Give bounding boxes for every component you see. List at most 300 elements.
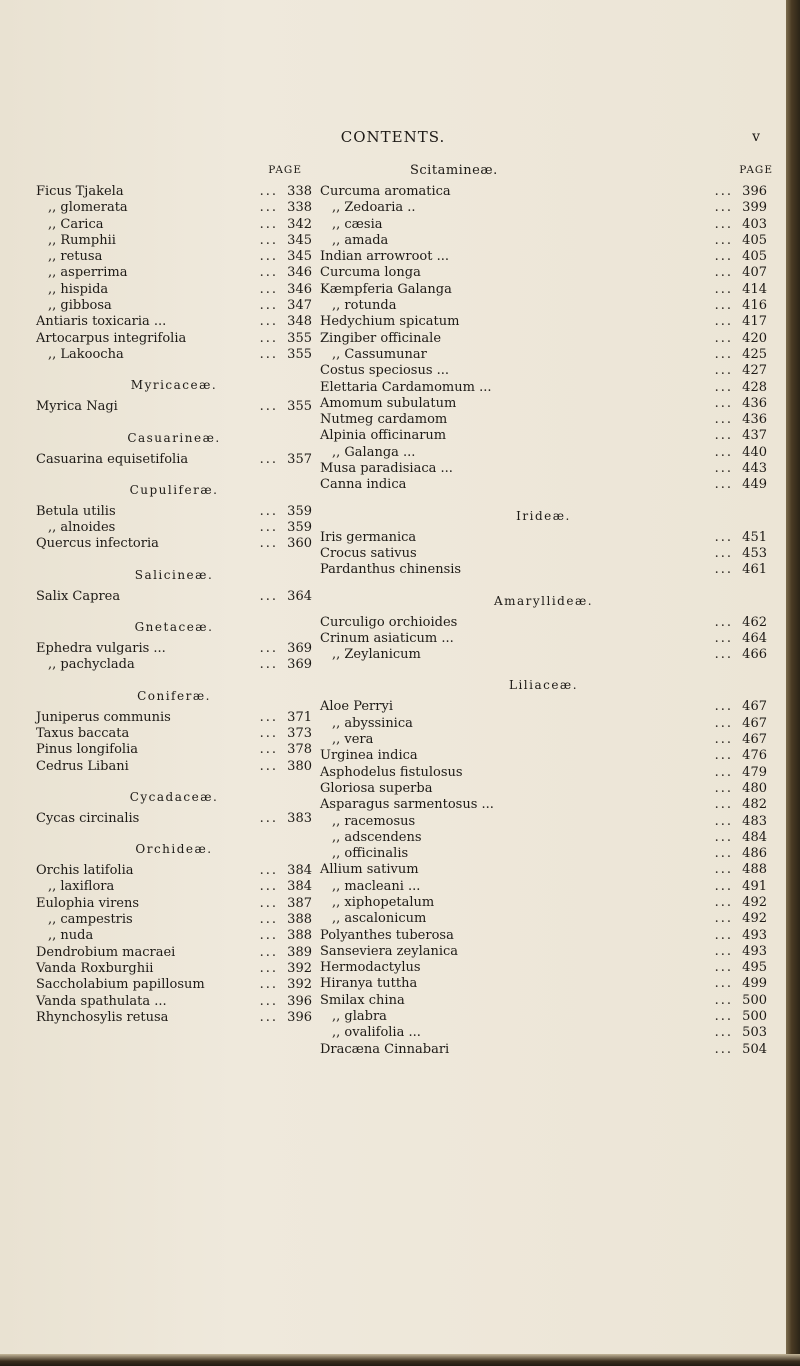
entry-page-number: 504	[742, 1041, 767, 1057]
index-entry	[36, 1010, 312, 1026]
dot-leader: ...	[259, 944, 278, 960]
entry-page-number: 359	[287, 520, 312, 536]
entry-page-number: 392	[287, 977, 312, 993]
entry-page-number: 380	[287, 758, 312, 774]
entry-page-number: 500	[742, 992, 767, 1008]
index-entry	[36, 184, 312, 200]
index-entry	[320, 615, 767, 631]
dot-leader: ...	[259, 863, 278, 879]
dot-leader: ...	[714, 960, 733, 976]
entry-name: Artocarpus integrifolia	[36, 330, 187, 346]
entry-name: Ephedra vulgaris ...	[36, 641, 166, 657]
entry-name: ,, abyssinica	[332, 715, 413, 731]
index-entry	[36, 298, 312, 314]
dot-leader: ...	[714, 1009, 733, 1025]
dot-leader: ...	[714, 846, 733, 862]
index-entry	[320, 265, 767, 281]
dot-leader: ...	[259, 657, 278, 673]
index-entry	[36, 314, 312, 330]
dot-leader: ...	[259, 200, 278, 216]
index-entry	[36, 504, 312, 520]
dot-leader: ...	[714, 911, 733, 927]
index-entry	[320, 314, 767, 330]
index-entry	[36, 249, 312, 265]
group-gap	[36, 827, 312, 835]
entry-page-number: 388	[287, 912, 312, 928]
group-gap	[320, 494, 767, 502]
entry-page-number: 371	[287, 709, 312, 725]
entry-name: ,, amada	[332, 232, 389, 248]
index-entry	[320, 546, 767, 562]
entry-name: Hermodactylus	[320, 960, 421, 976]
dot-leader: ...	[714, 562, 733, 578]
dot-leader: ...	[714, 529, 733, 545]
dot-leader: ...	[259, 588, 278, 604]
dot-leader: ...	[714, 330, 733, 346]
entry-page-number: 443	[742, 461, 767, 477]
entry-name: Pardanthus chinensis	[320, 562, 462, 578]
index-entry	[320, 217, 767, 233]
dot-leader: ...	[714, 943, 733, 959]
index-entry	[320, 233, 767, 249]
dot-leader: ...	[714, 314, 733, 330]
entry-page-number: 467	[742, 715, 767, 731]
right-column-header	[320, 163, 773, 184]
right-column	[320, 163, 773, 1066]
index-entry	[320, 944, 767, 960]
dot-leader: ...	[714, 813, 733, 829]
index-entry	[36, 863, 312, 879]
entry-name: Asparagus sarmentosus ...	[320, 797, 494, 813]
index-entry	[320, 347, 767, 363]
entry-name: ,, retusa	[48, 249, 103, 265]
index-entry	[36, 742, 312, 758]
entry-page-number: 396	[742, 184, 767, 199]
entry-name: Aloe Perryi	[320, 699, 393, 715]
entry-page-number: 482	[742, 797, 767, 813]
index-entry	[320, 797, 767, 813]
entry-page-number: 389	[287, 944, 312, 960]
index-entry	[36, 759, 312, 775]
entry-page-number: 405	[742, 249, 767, 265]
right-column-entries	[320, 184, 767, 1066]
dot-leader: ...	[259, 810, 278, 826]
entry-name: Dracæna Cinnabari	[320, 1041, 450, 1057]
entry-page-number: 399	[742, 200, 767, 216]
index-entry	[36, 589, 312, 605]
index-entry	[320, 895, 767, 911]
dot-leader: ...	[714, 732, 733, 748]
entry-name: Quercus infectoria	[36, 536, 159, 552]
entry-name: ,, pachyclada	[48, 657, 135, 673]
index-entry	[320, 428, 767, 444]
section-heading: Gnetaceæ.	[134, 620, 214, 635]
entry-name: Polyanthes tuberosa	[320, 927, 454, 943]
entry-name: Canna indica	[320, 477, 407, 493]
index-entry	[36, 726, 312, 742]
entry-name: ,, xiphopetalum	[332, 894, 435, 910]
page-label: PAGE	[268, 164, 302, 176]
left-column-header	[36, 164, 312, 184]
entry-name: Crocus sativus	[320, 545, 417, 561]
dot-leader: ...	[259, 298, 278, 314]
dot-leader: ...	[714, 1025, 733, 1041]
dot-leader: ...	[714, 992, 733, 1008]
index-entry	[36, 928, 312, 944]
index-entry	[320, 1042, 767, 1058]
entry-page-number: 384	[287, 879, 312, 895]
dot-leader: ...	[259, 232, 278, 248]
entry-page-number: 355	[287, 330, 312, 346]
section-heading: Myricaceæ.	[130, 378, 218, 393]
left-column	[36, 164, 312, 1034]
index-entry	[36, 536, 312, 552]
entry-name: Urginea indica	[320, 748, 418, 764]
entry-name: ,, ovalifolia ...	[332, 1025, 421, 1041]
dot-leader: ...	[259, 346, 278, 362]
dot-leader: ...	[714, 249, 733, 265]
book-edge-right	[786, 0, 800, 1366]
index-entry	[36, 710, 312, 726]
group-gap	[320, 663, 767, 671]
entry-page-number: 488	[742, 862, 767, 878]
group-gap	[36, 605, 312, 613]
entry-name: Vanda spathulata ...	[36, 993, 167, 1009]
entry-name: ,, hispida	[48, 281, 109, 297]
entry-page-number: 348	[287, 314, 312, 330]
index-entry	[320, 814, 767, 830]
entry-name: ,, rotunda	[332, 298, 397, 314]
entry-page-number: 451	[742, 529, 767, 545]
group-gap	[320, 579, 767, 587]
entry-name: Cedrus Libani	[36, 758, 129, 774]
dot-leader: ...	[714, 232, 733, 248]
entry-page-number: 405	[742, 232, 767, 248]
index-entry	[320, 960, 767, 976]
entry-name: Salix Caprea	[36, 588, 121, 604]
dot-leader: ...	[714, 715, 733, 731]
entry-page-number: 396	[287, 993, 312, 1009]
entry-page-number: 403	[742, 216, 767, 232]
entry-page-number: 499	[742, 976, 767, 992]
dot-leader: ...	[714, 878, 733, 894]
entry-page-number: 437	[742, 428, 767, 444]
dot-leader: ...	[714, 477, 733, 493]
dot-leader: ...	[714, 346, 733, 362]
entry-page-number: 388	[287, 928, 312, 944]
index-entry	[320, 298, 767, 314]
index-entry	[320, 631, 767, 647]
entry-name: ,, Carica	[48, 216, 104, 232]
dot-leader: ...	[714, 699, 733, 715]
index-entry	[320, 830, 767, 846]
group-gap	[36, 775, 312, 783]
entry-name: Elettaria Cardamomum ...	[320, 379, 492, 395]
entry-name: Ficus Tjakela	[36, 184, 124, 199]
group-gap	[36, 1026, 312, 1034]
entry-name: Eulophia virens	[36, 895, 140, 911]
entry-page-number: 346	[287, 265, 312, 281]
index-entry	[36, 347, 312, 363]
dot-leader: ...	[714, 444, 733, 460]
section-heading: Liliaceæ.	[508, 678, 579, 693]
entry-name: ,, gibbosa	[48, 298, 112, 314]
entry-page-number: 364	[287, 588, 312, 604]
entry-name: ,, ascalonicum	[332, 911, 427, 927]
entry-page-number: 355	[287, 399, 312, 415]
dot-leader: ...	[714, 862, 733, 878]
entry-page-number: 345	[287, 232, 312, 248]
dot-leader: ...	[259, 399, 278, 415]
dot-leader: ...	[259, 536, 278, 552]
index-entry	[36, 265, 312, 281]
dot-leader: ...	[259, 641, 278, 657]
index-entry	[36, 331, 312, 347]
dot-leader: ...	[714, 614, 733, 630]
index-entry	[320, 765, 767, 781]
dot-leader: ...	[714, 764, 733, 780]
group-gap	[36, 553, 312, 561]
entry-page-number: 436	[742, 412, 767, 428]
entry-name: Nutmeg cardamom	[320, 412, 448, 428]
index-entry	[320, 846, 767, 862]
entry-name: Smilax china	[320, 992, 405, 1008]
dot-leader: ...	[714, 428, 733, 444]
index-entry	[320, 445, 767, 461]
entry-page-number: 467	[742, 732, 767, 748]
entry-name: Iris germanica	[320, 529, 417, 545]
index-entry	[320, 732, 767, 748]
entry-name: Amomum subulatum	[320, 395, 457, 411]
entry-name: ,, vera	[332, 732, 374, 748]
dot-leader: ...	[259, 265, 278, 281]
index-entry	[36, 200, 312, 216]
entry-name: ,, Galanga ...	[332, 444, 416, 460]
group-gap	[320, 1058, 767, 1066]
entry-name: Asphodelus fistulosus	[320, 764, 463, 780]
index-entry	[320, 716, 767, 732]
dot-leader: ...	[714, 545, 733, 561]
entry-name: Dendrobium macraei	[36, 944, 176, 960]
index-entry	[36, 994, 312, 1010]
entry-name: Taxus baccata	[36, 725, 130, 741]
entry-page-number: 491	[742, 878, 767, 894]
entry-page-number: 373	[287, 725, 312, 741]
dot-leader: ...	[259, 216, 278, 232]
dot-leader: ...	[259, 895, 278, 911]
page-label: PAGE	[739, 164, 773, 176]
entry-name: Curcuma longa	[320, 265, 421, 281]
dot-leader: ...	[259, 993, 278, 1009]
entry-page-number: 484	[742, 829, 767, 845]
entry-page-number: 416	[742, 298, 767, 314]
entry-page-number: 387	[287, 895, 312, 911]
entry-name: ,, adscendens	[332, 829, 422, 845]
section-heading: Salicineæ.	[134, 567, 214, 582]
entry-name: ,, campestris	[48, 912, 133, 928]
entry-name: Rhynchosylis retusa	[36, 1009, 169, 1025]
index-entry	[320, 647, 767, 663]
dot-leader: ...	[714, 829, 733, 845]
entry-page-number: 369	[287, 657, 312, 673]
dot-leader: ...	[714, 976, 733, 992]
entry-name: Alpinia officinarum	[320, 428, 447, 444]
dot-leader: ...	[714, 748, 733, 764]
dot-leader: ...	[714, 1041, 733, 1057]
index-entry	[320, 412, 767, 428]
entry-name: Crinum asiaticum ...	[320, 630, 454, 646]
index-entry	[320, 396, 767, 412]
page-title: CONTENTS.	[340, 128, 446, 146]
index-entry	[320, 862, 767, 878]
entry-name: ,, macleani ...	[332, 878, 421, 894]
section-heading: Cupuliferæ.	[129, 482, 219, 497]
entry-page-number: 357	[287, 451, 312, 467]
index-entry	[320, 530, 767, 546]
entry-name: ,, glabra	[332, 1009, 387, 1025]
entry-name: Gloriosa superba	[320, 780, 433, 796]
index-entry	[320, 1009, 767, 1025]
dot-leader: ...	[259, 912, 278, 928]
index-entry	[36, 811, 312, 827]
entry-page-number: 462	[742, 614, 767, 630]
dot-leader: ...	[259, 330, 278, 346]
dot-leader: ...	[714, 412, 733, 428]
section-heading: Casuarineæ.	[127, 430, 221, 445]
dot-leader: ...	[259, 451, 278, 467]
index-entry	[320, 976, 767, 992]
entry-page-number: 420	[742, 330, 767, 346]
entry-name: ,, Rumphii	[48, 232, 116, 248]
entry-name: Curculigo orchioides	[320, 614, 458, 630]
entry-page-number: 483	[742, 813, 767, 829]
entry-name: Orchis latifolia	[36, 863, 134, 879]
entry-name: Juniperus communis	[36, 709, 171, 725]
dot-leader: ...	[259, 281, 278, 297]
entry-name: ,, laxiflora	[48, 879, 115, 895]
dot-leader: ...	[259, 1009, 278, 1025]
entry-name: Hiranya tuttha	[320, 976, 418, 992]
index-entry	[36, 217, 312, 233]
entry-name: Musa paradisiaca ...	[320, 461, 453, 477]
entry-page-number: 449	[742, 477, 767, 493]
dot-leader: ...	[259, 249, 278, 265]
index-entry	[320, 461, 767, 477]
index-entry	[320, 363, 767, 379]
section-heading: Irideæ.	[516, 508, 571, 523]
section-heading: Amaryllideæ.	[493, 593, 594, 608]
entry-name: Zingiber officinale	[320, 330, 442, 346]
entry-page-number: 396	[287, 1009, 312, 1025]
dot-leader: ...	[259, 928, 278, 944]
entry-page-number: 392	[287, 960, 312, 976]
entry-name: Hedychium spicatum	[320, 314, 460, 330]
entry-name: ,, asperrima	[48, 265, 128, 281]
entry-name: ,, Lakoocha	[48, 346, 124, 362]
entry-page-number: 436	[742, 395, 767, 411]
entry-page-number: 461	[742, 562, 767, 578]
entry-page-number: 347	[287, 298, 312, 314]
dot-leader: ...	[259, 977, 278, 993]
index-entry	[36, 657, 312, 673]
entry-page-number: 425	[742, 346, 767, 362]
book-edge-bottom	[0, 1354, 800, 1366]
dot-leader: ...	[714, 630, 733, 646]
index-entry	[36, 452, 312, 468]
dot-leader: ...	[714, 184, 733, 199]
entry-page-number: 414	[742, 281, 767, 297]
entry-name: ,, nuda	[48, 928, 94, 944]
dot-leader: ...	[714, 894, 733, 910]
dot-leader: ...	[714, 281, 733, 297]
left-column-entries	[36, 184, 312, 1034]
entry-page-number: 476	[742, 748, 767, 764]
entry-page-number: 417	[742, 314, 767, 330]
page-number: v	[752, 129, 760, 145]
section-heading: Coniferæ.	[137, 688, 211, 703]
index-entry	[320, 879, 767, 895]
dot-leader: ...	[259, 758, 278, 774]
dot-leader: ...	[714, 927, 733, 943]
index-entry	[320, 562, 767, 578]
entry-name: ,, alnoides	[48, 520, 116, 536]
entry-name: Curcuma aromatica	[320, 184, 451, 199]
index-entry	[36, 641, 312, 657]
group-gap	[36, 416, 312, 424]
index-entry	[320, 282, 767, 298]
section-heading: Cycadaceæ.	[129, 789, 219, 804]
entry-name: ,, cæsia	[332, 216, 383, 232]
entry-page-number: 355	[287, 346, 312, 362]
entry-name: Antiaris toxicaria ...	[36, 314, 167, 330]
entry-page-number: 493	[742, 927, 767, 943]
entry-name: ,, racemosus	[332, 813, 416, 829]
entry-page-number: 495	[742, 960, 767, 976]
entry-page-number: 492	[742, 911, 767, 927]
index-entry	[320, 249, 767, 265]
index-entry	[36, 879, 312, 895]
entry-page-number: 360	[287, 536, 312, 552]
entry-page-number: 479	[742, 764, 767, 780]
entry-page-number: 466	[742, 647, 767, 663]
entry-name: Betula utilis	[36, 503, 116, 519]
dot-leader: ...	[714, 461, 733, 477]
index-entry	[320, 477, 767, 493]
index-entry	[36, 520, 312, 536]
index-entry	[320, 331, 767, 347]
entry-name: Indian arrowroot ...	[320, 249, 449, 265]
index-entry	[320, 781, 767, 797]
index-entry	[320, 200, 767, 216]
dot-leader: ...	[259, 520, 278, 536]
entry-page-number: 428	[742, 379, 767, 395]
dot-leader: ...	[259, 184, 278, 199]
index-entry	[36, 233, 312, 249]
index-entry	[320, 380, 767, 396]
entry-page-number: 346	[287, 281, 312, 297]
section-heading: Orchideæ.	[135, 842, 213, 857]
group-gap	[36, 363, 312, 371]
dot-leader: ...	[259, 709, 278, 725]
entry-name: Allium sativum	[320, 862, 419, 878]
index-entry	[36, 399, 312, 415]
dot-leader: ...	[714, 395, 733, 411]
entry-page-number: 427	[742, 363, 767, 379]
entry-name: Costus speciosus ...	[320, 363, 450, 379]
index-entry	[36, 912, 312, 928]
entry-name: Vanda Roxburghii	[36, 960, 154, 976]
dot-leader: ...	[259, 314, 278, 330]
